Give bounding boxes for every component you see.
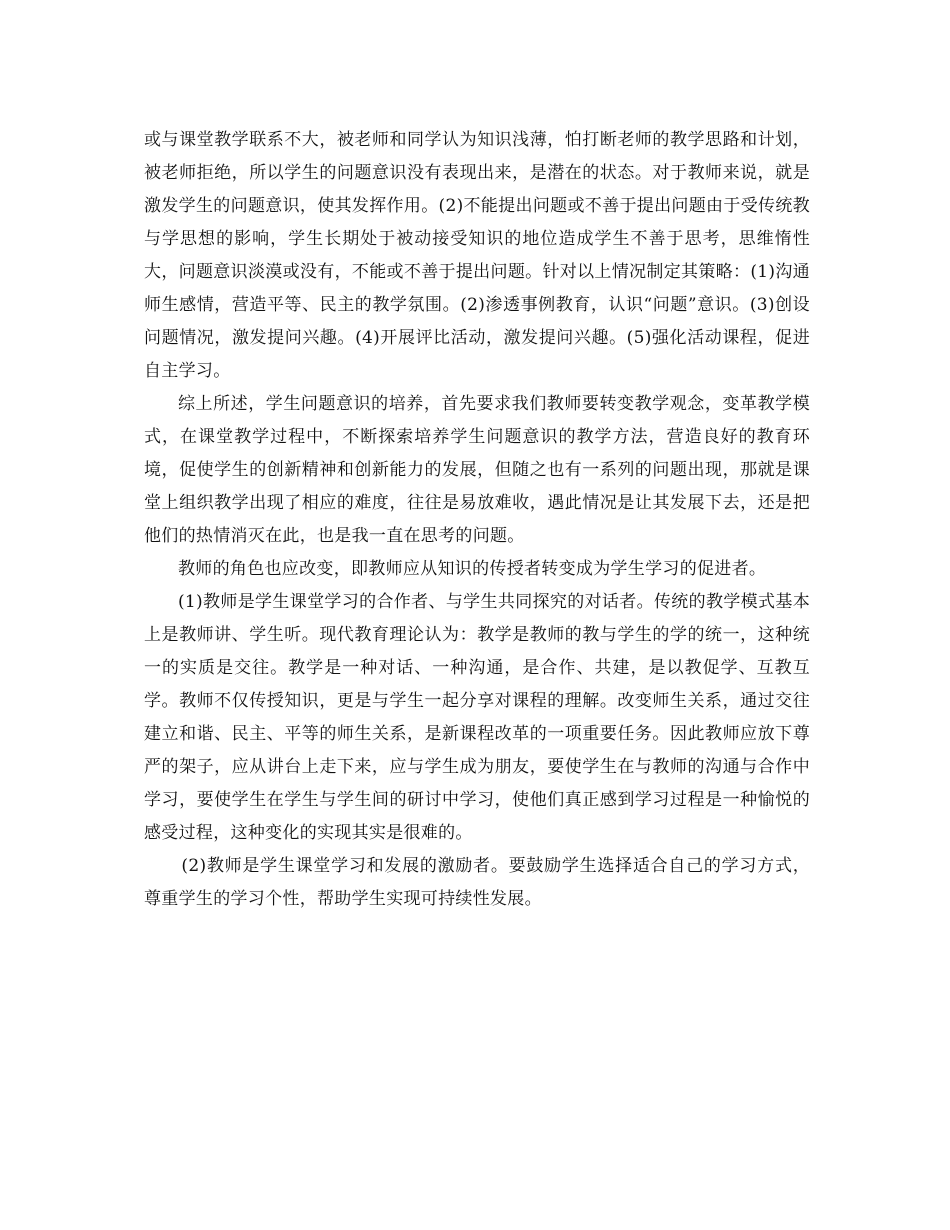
paragraph-point-1: (1)教师是学生课堂学习的合作者、与学生共同探究的对话者。传统的教学模式基本上是教师讲、学生听。现代教育理论认为：教学是教师的教与学生的学的统一，这种统一的实质是交往。教学是一种对话、一种沟通，是合作、共建，是以教促学、互教互学。教师不仅传授知识，更是与学生一起分享对课程的理解。改变师生关系，通过交往建立和谐、民主、平等的师生关系，是新课程改革的一项重要任务。因此教师应放下尊严的架子，应从讲台上走下来，应与学生成为朋友，要使学生在与教师的沟通与合作中学习，要使学生在学生与学生间的研讨中学习，使他们真正感到学习过程是一种愉悦的感受过程，这种变化的实现其实是很难的。 xyxy=(144,592,810,843)
paragraph-teacher-role: 教师的角色也应改变，即教师应从知识的传授者转变成为学生学习的促进者。 xyxy=(178,559,767,579)
paragraph-point-2: (2)教师是学生课堂学习和发展的激励者。要鼓励学生选择适合自己的学习方式，尊重学生的学习个性，帮助学生实现可持续性发展。 xyxy=(144,856,810,909)
document-body xyxy=(144,124,810,916)
paragraph-summary: 综上所述，学生问题意识的培养，首先要求我们教师要转变教学观念，变革教学模式，在课堂教学过程中，不断探索培养学生问题意识的教学方法，营造良好的教育环境，促使学生的创新精神和创新能力的发展，但随之也有一系列的问题出现，那就是课堂上组织教学出现了相应的难度，往往是易放难收，遇此情况是让其发展下去，还是把他们的热情消灭在此，也是我一直在思考的问题。 xyxy=(144,394,810,546)
paragraph-continuation: 或与课堂教学联系不大，被老师和同学认为知识浅薄，怕打断老师的教学思路和计划，被老师拒绝，所以学生的问题意识没有表现出来，是潜在的状态。对于教师来说，就是激发学生的问题意识，使其发挥作用。(2)不能提出问题或不善于提出问题由于受传统教与学思想的影响，学生长期处于被动接受知识的地位造成学生不善于思考，思维惰性大，问题意识淡漠或没有，不能或不善于提出问题。针对以上情况制定其策略：(1)沟通师生感情，营造平等、民主的教学氛围。(2)渗透事例教育，认识“问题”意识。(3)创设问题情况，激发提问兴趣。(4)开展评比活动，激发提问兴趣。(5)强化活动课程，促进自主学习。 xyxy=(144,130,810,381)
